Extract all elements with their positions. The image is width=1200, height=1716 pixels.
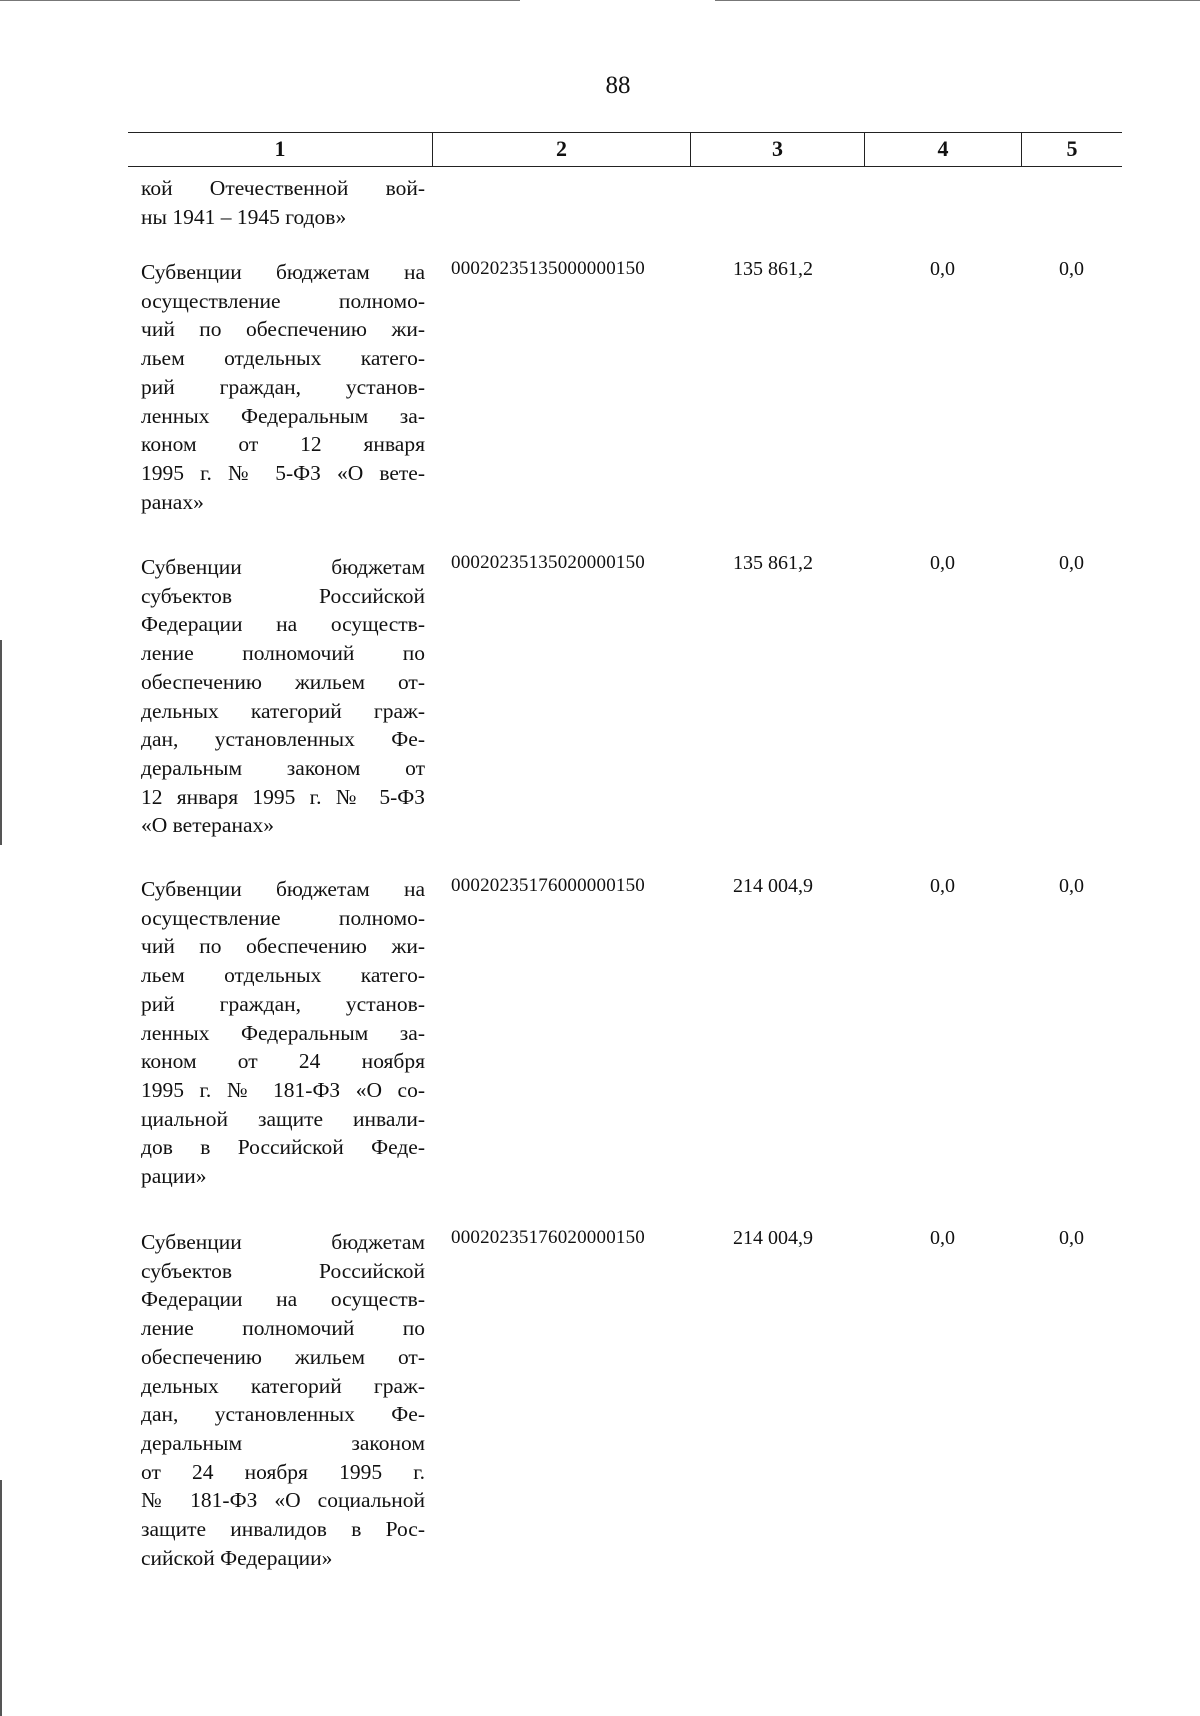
description-line: Федерации на осуществ- [141,1287,425,1312]
row-3-code: 00020235176000000150 [451,875,645,896]
row-4-code: 00020235176020000150 [451,1227,645,1248]
description-line: дельных категорий граж- [141,1373,425,1398]
description-line: Федерации на осуществ- [141,612,425,637]
description-line: коном от 24 ноября [141,1049,425,1074]
scan-edge-left [0,640,2,845]
description-line: кой Отечественной вой- [141,176,425,200]
row-3-description [141,875,425,1191]
description-line: Субвенции бюджетам [141,555,425,579]
row-1-description [141,258,425,516]
description-line: 12 января 1995 г. № 5-ФЗ [141,784,425,809]
description-line: рий граждан, установ- [141,991,425,1016]
description-line: ранах» [141,489,204,514]
continuation-description [141,174,425,231]
page-number: 88 [605,72,631,99]
row-2-code: 00020235135020000150 [451,552,645,573]
row-1-code: 00020235135000000150 [451,258,645,279]
description-line: сийской Федерации» [141,1545,333,1570]
table-header [128,132,1122,167]
column-header-4: 4 [865,133,1022,166]
description-line: дан, установленных Фе- [141,727,425,752]
description-line: чий по обеспечению жи- [141,317,425,342]
scan-edge-top-right [715,0,1200,1]
row-1-col3-value: 135 861,2 [733,258,813,280]
description-line: 1995 г. № 5-ФЗ «О вете- [141,460,425,485]
description-line: субъектов Российской [141,1258,425,1283]
column-header-5: 5 [1066,136,1078,161]
row-3-col3-value: 214 004,9 [733,875,813,897]
description-line: осуществление полномо- [141,288,425,313]
description-line: дельных категорий граж- [141,698,425,723]
description-line: льем отдельных катего- [141,346,425,371]
description-line: деральным законом [141,1430,425,1455]
row-2-col3-value: 135 861,2 [733,552,813,574]
row-1-col5-value: 0,0 [1059,258,1084,280]
description-line: осуществление полномо- [141,905,425,930]
scan-edge-left-lower [0,1480,2,1716]
description-line: коном от 12 января [141,432,425,457]
row-3-col5-value: 0,0 [1059,875,1084,897]
description-line: ны 1941 – 1945 годов» [141,204,347,229]
description-line: рий граждан, установ- [141,374,425,399]
description-line: № 181-ФЗ «О социальной [141,1488,425,1513]
description-line: 1995 г. № 181-ФЗ «О со- [141,1077,425,1102]
description-line: ленных Федеральным за- [141,403,425,428]
description-line: субъектов Российской [141,583,425,608]
row-4-col4-value: 0,0 [930,1227,955,1249]
description-line: льем отдельных катего- [141,963,425,988]
column-header-2: 2 [433,133,691,166]
description-line: ленных Федеральным за- [141,1020,425,1045]
description-line: рации» [141,1164,207,1189]
row-4-description [141,1228,425,1572]
description-line: Субвенции бюджетам на [141,877,425,901]
row-4-col3-value: 214 004,9 [733,1227,813,1249]
row-4-col5-value: 0,0 [1059,1227,1084,1249]
description-line: чий по обеспечению жи- [141,934,425,959]
description-line: дан, установленных Фе- [141,1402,425,1427]
description-line: Субвенции бюджетам на [141,260,425,284]
column-header-1: 1 [128,133,433,166]
row-2-description [141,553,425,840]
description-line: обеспечению жильем от- [141,1344,425,1369]
row-2-col4-value: 0,0 [930,552,955,574]
description-line: ление полномочий по [141,641,425,666]
description-line: обеспечению жильем от- [141,669,425,694]
description-line: циальной защите инвали- [141,1106,425,1131]
row-1-col4-value: 0,0 [930,258,955,280]
description-line: Субвенции бюджетам [141,1230,425,1254]
row-3-col4-value: 0,0 [930,875,955,897]
row-2-col5-value: 0,0 [1059,552,1084,574]
description-line: «О ветеранах» [141,813,274,838]
description-line: от 24 ноября 1995 г. [141,1459,425,1484]
column-header-3: 3 [691,133,865,166]
description-line: защите инвалидов в Рос- [141,1517,425,1542]
description-line: дов в Российской Феде- [141,1135,425,1160]
scan-edge-top-left [0,0,520,1]
description-line: ление полномочий по [141,1316,425,1341]
description-line: деральным законом от [141,755,425,780]
